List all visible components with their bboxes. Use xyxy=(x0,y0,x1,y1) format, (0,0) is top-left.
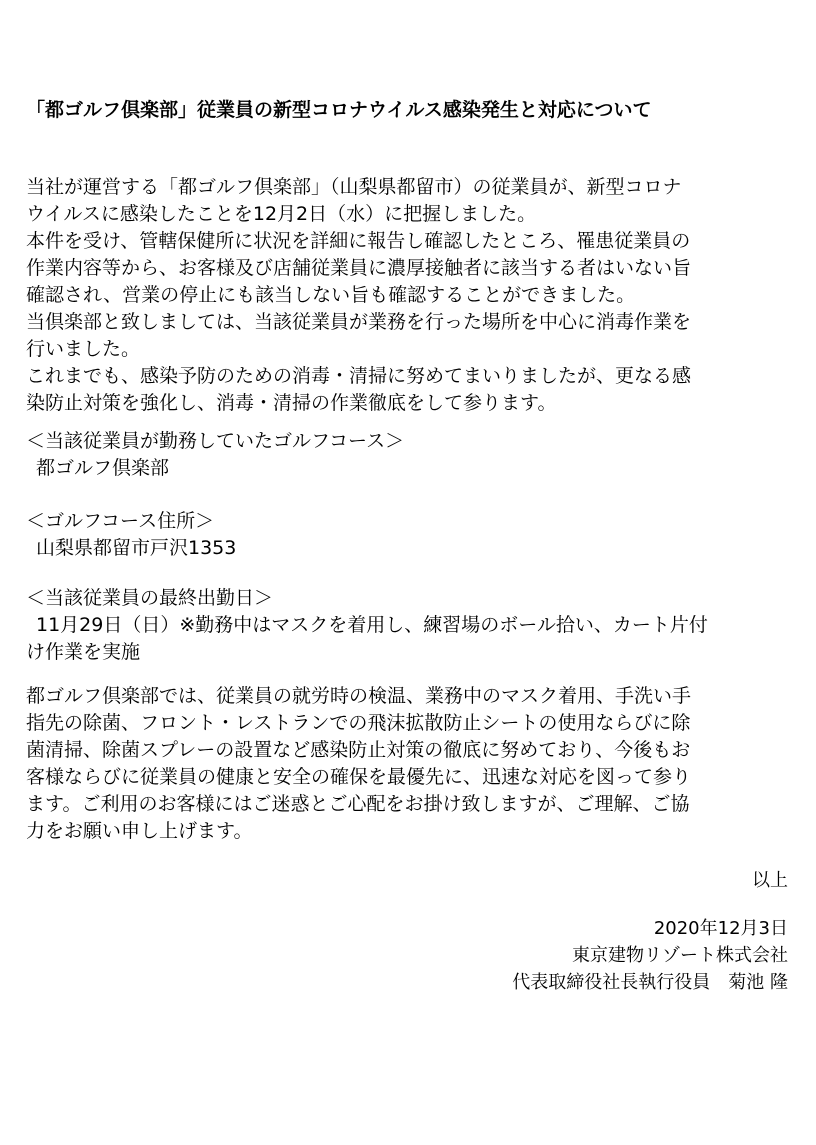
address-section xyxy=(26,508,796,562)
closing-line: 菌清掃、除菌スプレーの設置など感染防止対策の徹底に努めており、今後もお xyxy=(26,739,691,761)
intro-line: 当社が運営する「都ゴルフ倶楽部」（山梨県都留市）の従業員が、新型コロナ xyxy=(26,176,682,198)
intro-paragraph xyxy=(26,174,796,417)
closing-line: 都ゴルフ倶楽部では、従業員の就労時の検温、業務中のマスク着用、手洗い手 xyxy=(26,685,692,707)
intro-line: 作業内容等から、お客様及び店舗従業員に濃厚接触者に該当する者はいない旨 xyxy=(26,257,692,279)
intro-line: これまでも、感染予防のための消毒・清掃に努めてまいりましたが、更なる感 xyxy=(26,365,692,387)
company-name: 東京建物リゾート株式会社 xyxy=(572,945,788,966)
intro-line: 確認され、営業の停止にも該当しない旨も確認することができました。 xyxy=(26,284,636,306)
address-value: 山梨県都留市戸沢1353 xyxy=(36,537,237,559)
closing-line: ます。ご利用のお客様にはご迷惑とご心配をお掛け致しますが、ご理解、ご協 xyxy=(26,793,690,815)
intro-line: 当倶楽部と致しましては、当該従業員が業務を行った場所を中心に消毒作業を xyxy=(26,311,692,333)
signatory-name: 代表取締役社長執行役員 菊池 隆 xyxy=(512,972,788,993)
signature-block xyxy=(288,915,788,996)
end-mark-text: 以上 xyxy=(752,870,788,891)
issue-date: 2020年12月3日 xyxy=(653,918,788,939)
document-title: 「都ゴルフ倶楽部」従業員の新型コロナウイルス感染発生と対応について xyxy=(26,99,652,121)
course-heading: ＜当該従業員が勤務していたゴルフコース＞ xyxy=(26,430,405,452)
intro-line: ウイルスに感染したことを12月2日（水）に把握しました。 xyxy=(26,203,537,225)
course-name: 都ゴルフ倶楽部 xyxy=(36,457,170,479)
course-section xyxy=(26,428,796,482)
last-day-line: け作業を実施 xyxy=(26,641,141,663)
closing-paragraph xyxy=(26,683,796,845)
last-day-line: 11月29日（日）※勤務中はマスクを着用し、練習場のボール拾い、カート片付 xyxy=(36,614,708,636)
intro-line: 本件を受け、管轄保健所に状況を詳細に報告し確認したところ、罹患従業員の xyxy=(26,230,691,252)
closing-line: 指先の除菌、フロント・レストランでの飛沫拡散防止シートの使用ならびに除 xyxy=(26,712,691,734)
closing-line: 客様ならびに従業員の健康と安全の確保を最優先に、迅速な対応を図って参り xyxy=(26,766,692,788)
closing-line: 力をお願い申し上げます。 xyxy=(26,820,253,842)
end-mark xyxy=(288,867,788,894)
last-day-heading: ＜当該従業員の最終出勤日＞ xyxy=(26,587,274,609)
last-day-section xyxy=(26,585,796,666)
intro-line: 染防止対策を強化し、消毒・清掃の作業徹底をして参ります。 xyxy=(26,392,557,414)
intro-line: 行いました。 xyxy=(26,338,141,360)
address-heading: ＜ゴルフコース住所＞ xyxy=(26,510,215,532)
